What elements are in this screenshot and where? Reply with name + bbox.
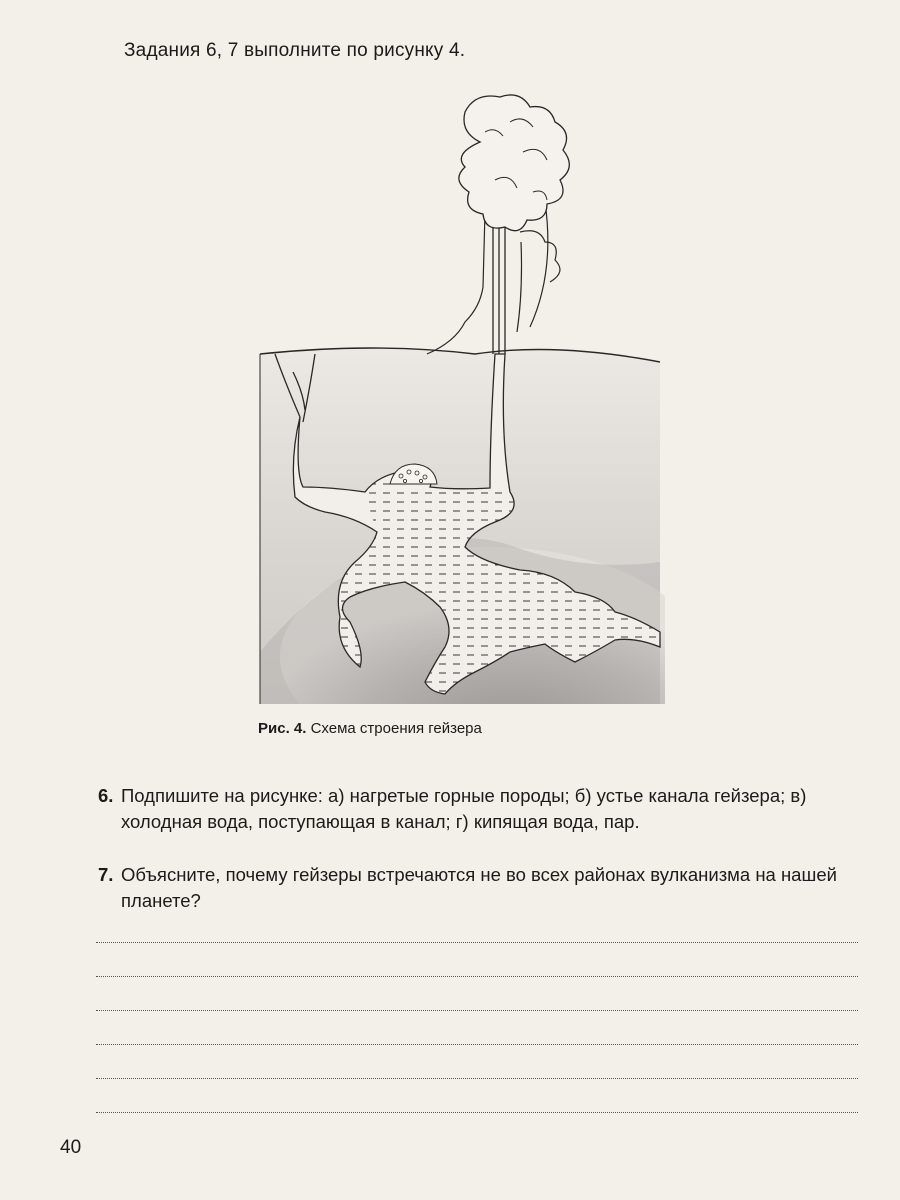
geyser-figure [255,92,665,704]
task-7 [98,862,868,914]
task-text: Подпишите на рисунке: а) нагретые горные породы; б) устье канала гейзера; в) холодная вода, поступающая в канал; г) кипящая вода, пар. [121,785,807,832]
answer-line[interactable] [96,915,858,943]
task-number: 7. [98,864,114,885]
answer-line[interactable] [96,977,858,1011]
task-6 [98,783,868,835]
task-text: Объясните, почему гейзеры встречаются не во всех районах вулканизма на нашей планете? [121,864,837,911]
answer-lines [96,915,858,1113]
steam-puffs-right [520,231,560,282]
answer-line[interactable] [96,943,858,977]
figure-caption [258,720,482,737]
geyser-diagram [255,92,665,704]
task-heading: Задания 6, 7 выполните по рисунку 4. [124,40,466,61]
answer-line[interactable] [96,1079,858,1113]
steam-cloud [459,95,569,231]
page-number: 40 [60,1137,82,1158]
figure-label: Рис. 4. [258,720,307,737]
figure-caption-text: Схема строения гейзера [310,720,482,737]
answer-line[interactable] [96,1011,858,1045]
answer-line[interactable] [96,1045,858,1079]
task-number: 6. [98,785,114,806]
